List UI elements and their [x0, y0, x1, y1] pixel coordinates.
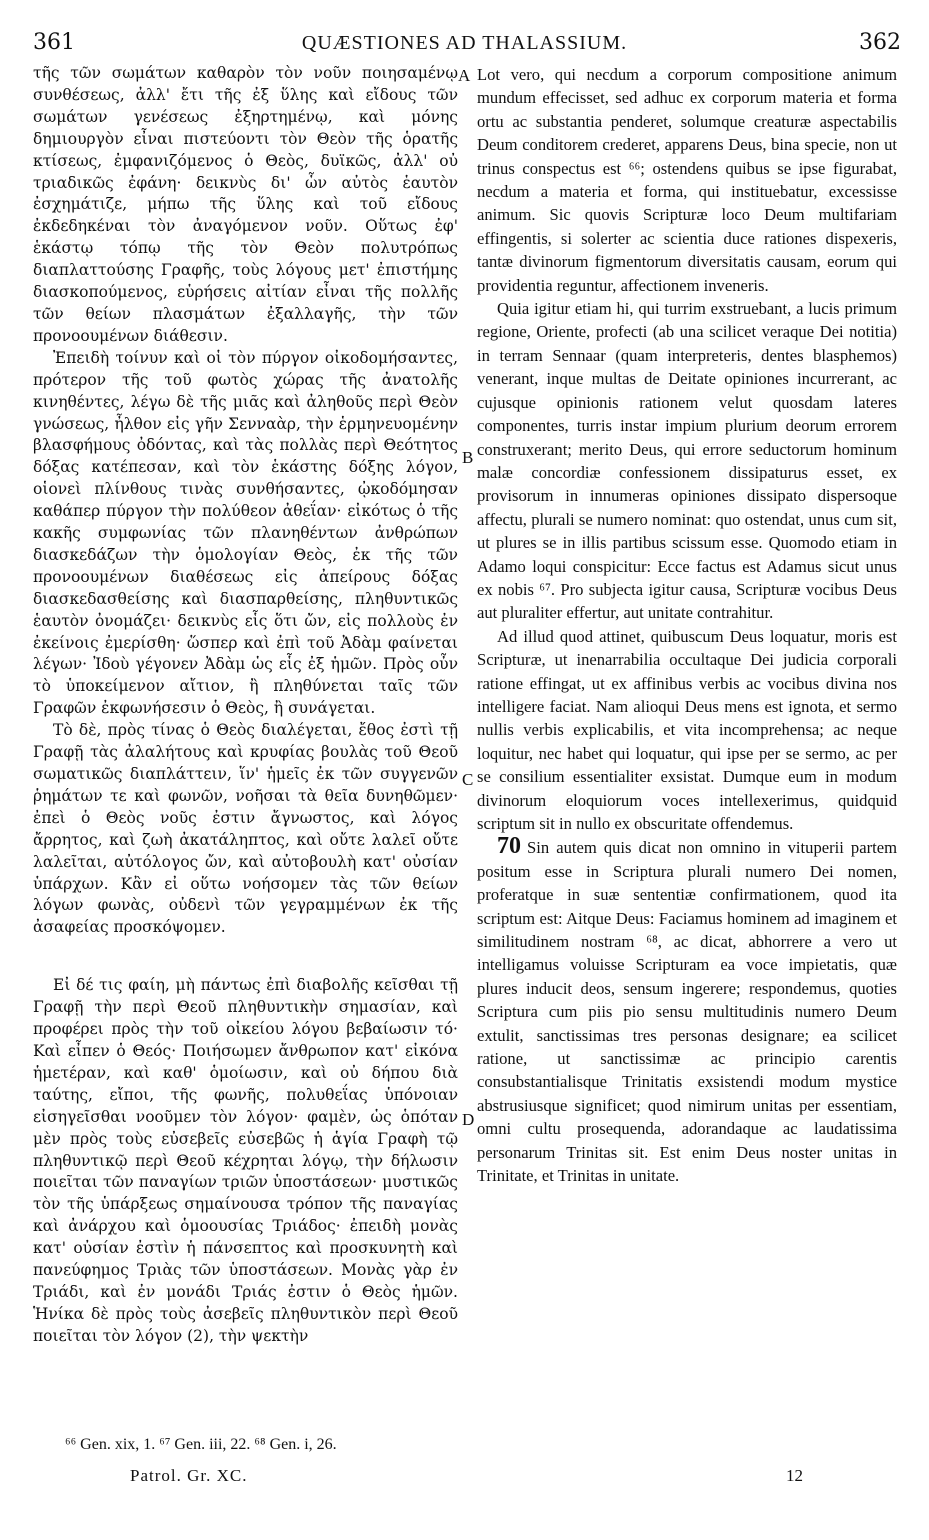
- latin-paragraph: Quia igitur etiam hi, qui turrim exstruebant, a lucis primum regione, Oriente, profecti (ab una scilicet veraque Dei notitia) in terram Sennaar (quam interpreteris, dentes blasphemos) venerant, inque multas de Deitate opiniones incurrerant, ac cujusque opinionis rationem velut quosdam lateres componentes, turris instar impium plurium deorum errorem construxerant; merito Deus, qui errore seductorum hominum malæ concordiæ confessionem dissipaturus esset, ex provisorum in innumeras opiniones dissipato dispersoque affectu, plurali se numero nominat: quo ostendat, unus cum sit, ut plures se in illis partibus scissum esse. Quomodo etiam in Adamo loqui conspicitur: Ecce factus est Adamus sicut unus ex nobis ⁶⁷. Pro subjecta igitur causa, Scripturæ vocibus Deus aut pluraliter effertur, aut unitate contrahitur.: [477, 299, 897, 623]
- greek-paragraph: τῆς τῶν σωμάτων καθαρὸν τὸν νοῦν ποιησαμένῳ συνθέσεως, ἀλλ' ἔτι τῆς ἐξ ὕλης καὶ εἴδους τῶν σωμάτων γενέσεως ἐξηρτημένῳ, καὶ μόνης δημιουργὸν εἶναι πιστεύοντι τὸν Θεὸν τῆς ὁρατῆς κτίσεως, ἐμφανιζόμενος ὁ Θεὸς, δυϊκῶς, ἀλλ' οὐ τριαδικῶς ἐφάνη· δεικνὺς δι' ὧν αὐτὸς ἑαυτὸν ἐσχημάτιζε, μήπω τῆς ὕλης καὶ τοῦ εἴδους ἐκδεδηκέναι τὸν ἀναγόμενον νοῦν. Οὕτως ἐφ' ἑκάστῳ τόπῳ τῆς τὸν Θεὸν πολυτρόπως διαπλαττούσης Γραφῆς, τοὺς λόγους μετ' ἐπιστήμης διασκοπούμενος, εὑρήσεις αἰτίαν εἶναι τῆς πολλῆς τῶν θείων πλασμάτων ἐξαλλαγῆς, τὴν τῶν προνοουμένων διάθεσιν.: [33, 64, 458, 345]
- running-header: [0, 30, 929, 56]
- latin-paragraph: Sin autem quis dicat non omnino in vituperii partem positum esse in Scriptura plurali numero Dei nomen, proferatque in suæ sententiæ confirmationem, quod ita scriptum est: Aitque Deus: Faciamus hominem ad imaginem et similitudinem nostram ⁶⁸, ac dicat, abhorrere a vero ut intelligamus voluisse Scripturam ea voce impietatis, quæ plures inducit deos, sensum ingerere; respondemus, quoties Scriptura cum piis pio sensu multitudinis numero Deum extulit, sanctissimas tres personas designare; ea scilicet ratione, ut sanctissimæ ac principio carentis consubstantialisque Trinitatis exsistendi modum mystice abstrusiusque significet; quod nimirum unitas per essentiam, omni cultu prosequenda, adorandaque ac laudatissima personarum Trinitas sit. Est enim Deus noster unitas in Trinitate, et Trinitas in unitate.: [477, 838, 897, 1186]
- footnotes: ⁶⁶ Gen. xix, 1. ⁶⁷ Gen. iii, 22. ⁶⁸ Gen. i, 26.: [65, 1436, 337, 1453]
- margin-letter-a: A: [458, 66, 471, 85]
- greek-column: [33, 63, 458, 1348]
- latin-column: [477, 63, 897, 1188]
- latin-paragraph: Lot vero, qui necdum a corporum compositione animum mundum effecisset, sed adhuc ex corporum materia et forma ortu ac substantia penderet, solumque creaturæ aspectabilis Deum conditorem crederet, apparens Deus, bina specie, non ut trinus conspectus est ⁶⁶; ostendens quibus se ipse figurabat, necdum a materia et forma, qui instituebatur, excessisse animum. Sic quovis Scripturæ loco Deum multifariam effingentis, si solerter ac scientia duce rationes dispexeris, tantæ divinorum figmentorum diversitatis causam, eorum qui providentia reguntur, affectionem inveneris.: [477, 65, 897, 295]
- folio-number: 12: [786, 1466, 803, 1485]
- series-signature: Patrol. Gr. XC.: [130, 1466, 248, 1485]
- running-title: QUÆSTIONES AD THALASSIUM.: [301, 32, 628, 54]
- greek-paragraph: Τὸ δὲ, πρὸς τίνας ὁ Θεὸς διαλέγεται, ἔθος ἐστὶ τῇ Γραφῇ τὰς ἀλαλήτους καὶ κρυφίας βουλὰς τοῦ Θεοῦ σωματικῶς διαπλάττειν, ἵν' ἡμεῖς ἐκ τῶν συγγενῶν ῥημάτων τε καὶ φωνῶν, νοῆσαι τὰ θεῖα δυνηθῶμεν· ἐπεὶ ὁ Θεὸς νοῦς ἐστιν ἄγνωστος, καὶ λόγος ἄρρητος, καὶ ζωὴ ἀκατάληπτος, καὶ οὔτε λαλεῖ οὔτε λαλεῖται, αὐτόλογος ὤν, καὶ αὐτοβουλὴ κατ' οὐσίαν ὑπάρχων. Κἂν εἰ οὕτω νοήσομεν τὰς τῶν θείων λόγων φωνὰς, οὐδενὶ τῶν γεγραμμένων ἐκ τῆς ἀσαφείας προσκόψομεν.: [33, 721, 458, 937]
- section-number: 70: [497, 833, 521, 860]
- greek-paragraph: Εἰ δέ τις φαίη, μὴ πάντως ἐπὶ διαβολῆς κεῖσθαι τῇ Γραφῇ τὴν περὶ Θεοῦ πληθυντικὴν σημασίαν, καὶ προφέρει πρὸς τὴν τοῦ οἰκείου λόγου βεβαίωσιν τό· Καὶ εἶπεν ὁ Θεός· Ποιήσωμεν ἄνθρωπον κατ' εἰκόνα ἡμετέραν, καὶ καθ' ὁμοίωσιν, καὶ οὐ δήπου διὰ ταύτης, εἴποι, τῆς φωνῆς, πολυθεΐας ὑπόνοιαν εἰσηγεῖσθαι νοοῦμεν τὸν λόγον· φαμὲν, ὡς ὁπόταν μὲν πρὸς τοὺς εὐσεβεῖς εὐσεβῶς ἡ ἁγία Γραφὴ τῷ πληθυντικῷ περὶ Θεοῦ κέχρηται λόγῳ, τὴν δήλωσιν ποιεῖται τῶν παναγίων τριῶν ὑποστάσεων· μυστικῶς τὸν τῆς ὑπάρξεως σημαίνουσα τρόπον τῆς παναγίας καὶ ἀνάρχου καὶ ὁμοουσίας Τριάδος· ἐπειδὴ μονὰς κατ' οὐσίαν ἐστὶν ἡ πάνσεπτος καὶ προσκυνητὴ καὶ πανεύφημος Τριὰς τῶν ὑποστάσεων. Μονὰς γὰρ ἐν Τριάδι, καὶ ἐν μονάδι Τριάς ἐστιν ὁ Θεὸς ἡμῶν. Ἡνίκα δὲ πρὸς τοὺς ἀσεβεῖς πληθυντικὸν περὶ Θεοῦ ποιεῖται τὸν λόγον (2), τὴν ψεκτὴν: [33, 976, 458, 1345]
- greek-paragraph: Ἐπειδὴ τοίνυν καὶ οἱ τὸν πύργον οἰκοδομήσαντες, πρότερον τῆς τοῦ φωτὸς χώρας τῆς ἀνατολῆς κινηθέντες, λέγω δὲ τῆς μιᾶς καὶ ἀληθοῦς περὶ Θεὸν γνώσεως, ἦλθον εἰς γῆν Σενναὰρ, τὴν ἑρμηνευομένην βλασφήμους ὀδόντας, καὶ τὰς πολλὰς περὶ Θεότητος δόξας κατέπεσαν, καὶ τὸν ἑκάστης δόξης λόγον, οἱονεὶ πλίνθους τινὰς συνθήσαντες, ᾠκοδόμησαν καθάπερ πύργον τὴν πολύθεον ἀθεΐαν· εἰκότως ὁ τῆς κακῆς συμφωνίας τῶν πλανηθέντων ἀνθρώπων διασκεδάζων τὴν ὁμολογίαν Θεὸς, ἐκ τῆς τῶν προνοουμένων διαθέσεως εἰς ἀπείρους δόξας διασκεδασθείσης καὶ διασπαρθείσης, πληθυντικῶς ἑαυτὸν ὀνομάζει· δεικνὺς εἷς ὅτι ὤν, εἰς πολλοὺς ἐν ἐκείνοις ἐμερίσθη· ὥσπερ καὶ ἐπὶ τοῦ Ἀδὰμ φαίνεται λέγων· Ἰδοὺ γέγονεν Ἀδὰμ ὡς εἷς ἐξ ἡμῶν. Πρὸς οὖν τὸ ὑποκείμενον αἴτιον, ἢ πληθύνεται ταῖς τῶν Γραφῶν ἐκφωνήσεσιν ὁ Θεὸς, ἢ συνάγεται.: [33, 348, 458, 718]
- margin-letter-b: B: [462, 448, 474, 467]
- margin-letter-d: D: [462, 1110, 475, 1129]
- latin-paragraph: Ad illud quod attinet, quibuscum Deus loquatur, moris est Scripturæ, ut inenarrabilia occultaque Dei judicia corporali ratione effingat, ut ex affinibus verbis ac vocibus divina nos intelligere faciat. Nam alioqui Deus mens est ignota, et sermo nullis verbis explicabilis, et vita incomprehensa; ac neque loquitur, nec habet qui loquatur, qui ipse per se sermo, ac per se consilium essentialiter exsistat. Dumque eum in modum divinorum eloquiorum voces intellexerimus, quidquid scriptum sit in nullo ex obscuritate offendemus.: [477, 626, 897, 833]
- page-number-left: 361: [33, 30, 75, 55]
- margin-letter-c: C: [462, 770, 474, 789]
- page-number-right: 362: [859, 30, 901, 55]
